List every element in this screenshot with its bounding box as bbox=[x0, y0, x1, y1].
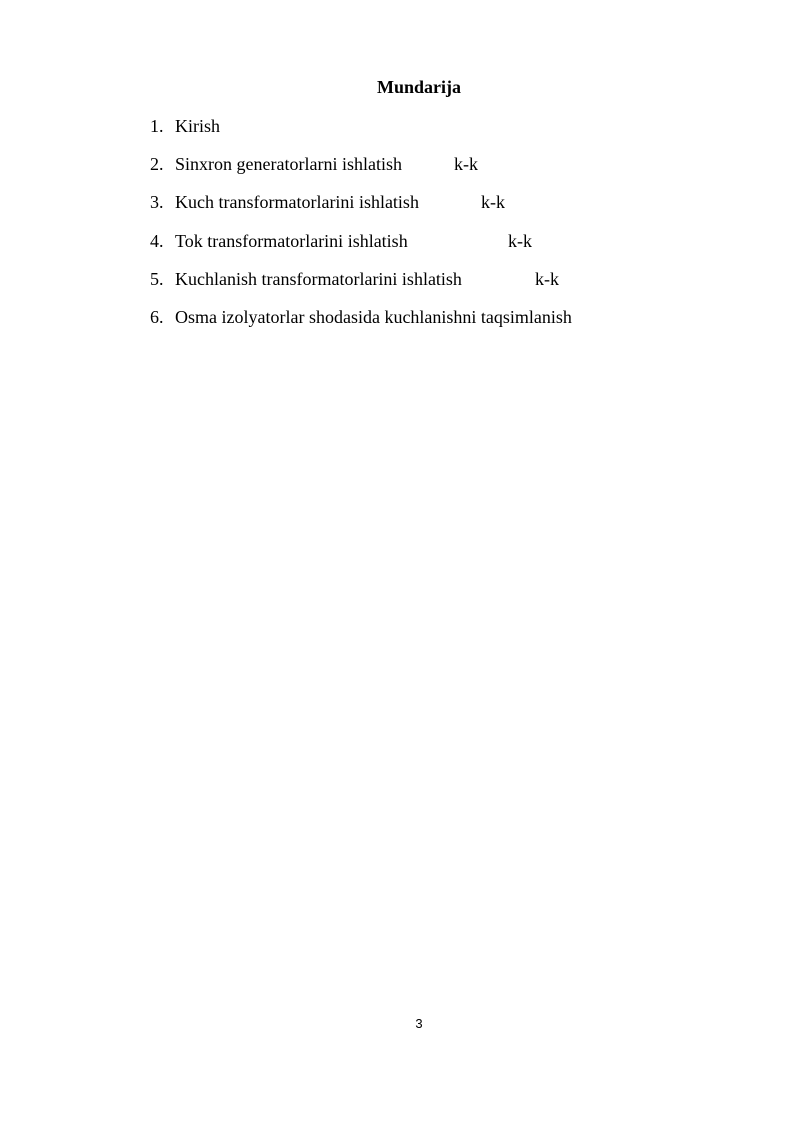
toc-item-number: 4. bbox=[150, 230, 164, 251]
toc-item-page: k-k bbox=[535, 268, 559, 289]
toc-item-1 bbox=[150, 115, 572, 153]
toc-item-number: 1. bbox=[150, 116, 164, 136]
toc-item-text: Osma izolyatorlar shodasida kuchlanishni taqsimlanish bbox=[175, 306, 572, 327]
toc-item-page: k-k bbox=[481, 192, 505, 213]
toc-item-number: 5. bbox=[150, 268, 164, 289]
toc-item-number: 6. bbox=[150, 306, 164, 327]
toc-item-text: Kuchlanish transformatorlarini ishlatish bbox=[175, 268, 462, 289]
table-of-contents bbox=[150, 115, 572, 344]
toc-item-2 bbox=[150, 153, 572, 191]
toc-item-page: k-k bbox=[454, 154, 478, 175]
page-number: 3 bbox=[415, 1016, 423, 1031]
toc-item-text: Kirish bbox=[175, 116, 220, 136]
toc-item-6 bbox=[150, 306, 572, 344]
page-title: Mundarija bbox=[376, 77, 461, 97]
toc-item-text: Sinxron generatorlarni ishlatish bbox=[175, 154, 402, 175]
toc-item-4 bbox=[150, 230, 572, 268]
toc-item-number: 3. bbox=[150, 192, 164, 213]
toc-item-5 bbox=[150, 268, 572, 306]
toc-item-number: 2. bbox=[150, 154, 164, 175]
toc-item-text: Kuch transformatorlarini ishlatish bbox=[175, 192, 419, 213]
toc-item-3 bbox=[150, 191, 572, 229]
toc-item-text: Tok transformatorlarini ishlatish bbox=[175, 230, 408, 251]
toc-item-page: k-k bbox=[508, 230, 532, 251]
